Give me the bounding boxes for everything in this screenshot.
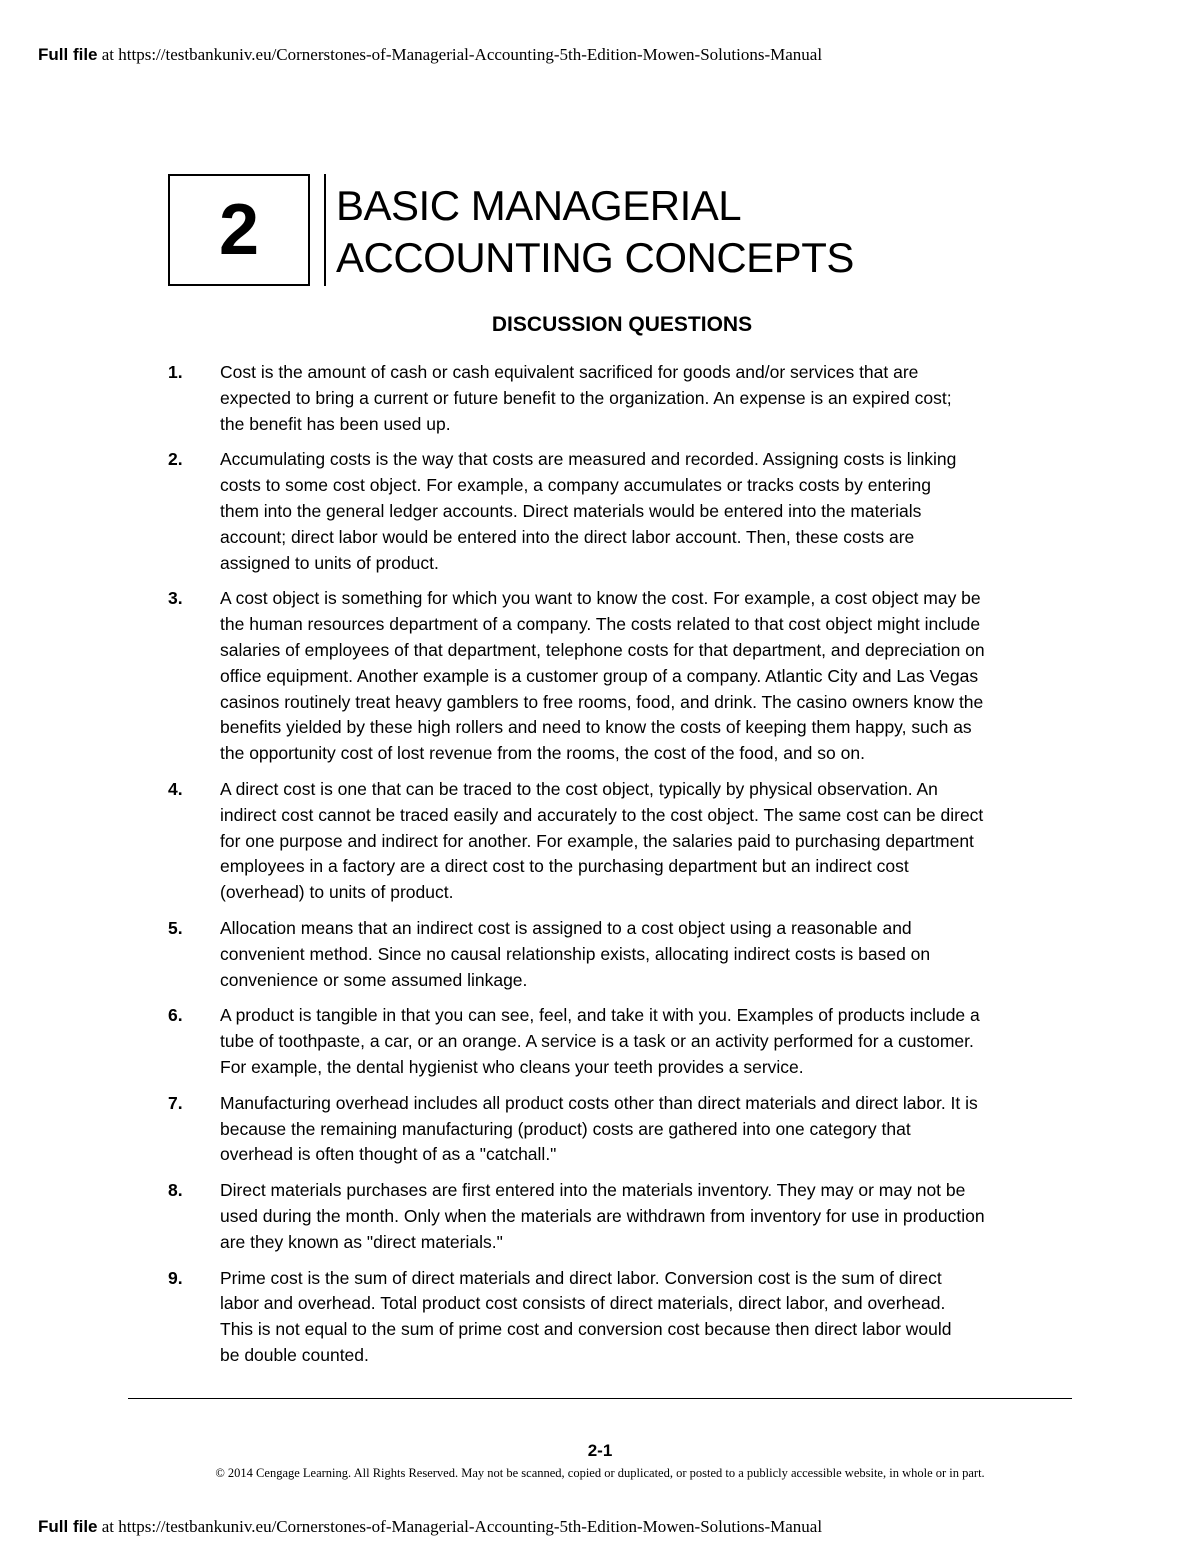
answer-line: Cost is the amount of cash or cash equivalent sacrificed for goods and/or services that are: [220, 362, 919, 382]
answer-line: office equipment. Another example is a customer group of a company. Atlantic City and Las Vegas: [220, 665, 979, 686]
answer-line: labor and overhead. Total product cost consists of direct materials, direct labor, and overhead.: [220, 1293, 946, 1314]
answer-line: them into the general ledger accounts. Direct materials would be entered into the materials: [220, 500, 922, 521]
answer-line: benefits yielded by these high rollers and need to know the costs of keeping them happy, such as: [220, 717, 972, 738]
question-item: [168, 1178, 1098, 1255]
question-number: 2.: [168, 449, 183, 470]
answer-line: overhead is often thought of as a "catchall.": [220, 1144, 557, 1165]
answer-line: convenient method. Since no causal relationship exists, allocating indirect costs is based on: [220, 943, 931, 964]
question-item: [168, 1266, 1098, 1369]
footer-full-file-note: [38, 1517, 822, 1537]
answer-line: indirect cost cannot be traced easily and accurately to the cost object. The same cost can be direct: [220, 804, 984, 825]
footer-note-link[interactable]: at https://testbankuniv.eu/Cornerstones-of-Managerial-Accounting-5th-Edition-Mowen-Solutions-Manual: [97, 1517, 823, 1536]
question-number: 1.: [168, 362, 183, 382]
header-full-file-note: [38, 45, 822, 65]
question-answer: [220, 1003, 1098, 1080]
question-number: 4.: [168, 778, 183, 799]
question-number: 8.: [168, 1180, 183, 1201]
question-answer: [220, 777, 1098, 906]
question-item: [168, 586, 1098, 767]
answer-line: costs to some cost object. For example, a company accumulates or tracks costs by entering: [220, 475, 931, 496]
question-list: [168, 360, 1098, 1379]
title-divider: [324, 174, 326, 286]
chapter-title-line-2: ACCOUNTING CONCEPTS: [336, 234, 854, 281]
answer-line: A cost object is something for which you want to know the cost. For example, a cost object may be: [220, 588, 981, 609]
answer-line: This is not equal to the sum of prime cost and conversion cost because then direct labor would: [220, 1319, 952, 1340]
answer-line: are they known as "direct materials.": [220, 1231, 503, 1252]
header-note-label: Full file: [38, 45, 98, 64]
chapter-number: 2: [218, 190, 260, 270]
answer-line: used during the month. Only when the materials are withdrawn from inventory for use in production: [220, 1205, 985, 1226]
answer-line: Prime cost is the sum of direct materials and direct labor. Conversion cost is the sum of direct: [220, 1267, 942, 1288]
footer-rule: [128, 1398, 1072, 1399]
question-item: [168, 447, 1098, 576]
answer-line: expected to bring a current or future benefit to the organization. An expense is an expired cost;: [220, 387, 952, 408]
answer-line: (overhead) to units of product.: [220, 882, 454, 903]
header-note-link[interactable]: at https://testbankuniv.eu/Cornerstones-of-Managerial-Accounting-5th-Edition-Mowen-Solutions-Manual: [97, 45, 823, 64]
answer-line: Allocation means that an indirect cost is assigned to a cost object using a reasonable and: [220, 917, 912, 938]
answer-line: be double counted.: [220, 1344, 369, 1365]
answer-line: tube of toothpaste, a car, or an orange. A service is a task or an activity performed for a customer.: [220, 1031, 974, 1052]
answer-line: because the remaining manufacturing (product) costs are gathered into one category that: [220, 1118, 911, 1139]
question-answer: [220, 360, 1098, 437]
question-item: [168, 777, 1098, 906]
answer-line: casinos routinely treat heavy gamblers to free rooms, food, and drink. The casino owners know the: [220, 691, 984, 712]
chapter-number-box: [168, 174, 310, 286]
question-answer: [220, 916, 1098, 993]
answer-line: the human resources department of a company. The costs related to that cost object might include: [220, 614, 981, 635]
answer-line: the opportunity cost of lost revenue from the rooms, the cost of the food, and so on.: [220, 743, 865, 764]
page-number: 2-1: [587, 1441, 613, 1460]
question-item: [168, 1091, 1098, 1168]
chapter-title: [336, 180, 854, 284]
question-answer: [220, 447, 1098, 576]
question-answer: [220, 586, 1098, 767]
question-number: 6.: [168, 1005, 183, 1026]
answer-line: account; direct labor would be entered into the direct labor account. Then, these costs are: [220, 526, 915, 547]
answer-line: Manufacturing overhead includes all product costs other than direct materials and direct labor. It is: [220, 1092, 978, 1113]
question-number: 5.: [168, 917, 183, 938]
answer-line: the benefit has been used up.: [220, 413, 451, 434]
question-answer: [220, 1178, 1098, 1255]
copyright-notice: © 2014 Cengage Learning. All Rights Reserved. May not be scanned, copied or duplicated, or posted to a publicly accessible website, in whole or in part.: [215, 1466, 985, 1480]
answer-line: for one purpose and indirect for another. For example, the salaries paid to purchasing department: [220, 830, 974, 851]
question-item: [168, 1003, 1098, 1080]
footer-note-label: Full file: [38, 1517, 98, 1536]
answer-line: employees in a factory are a direct cost to the purchasing department but an indirect cost: [220, 856, 909, 877]
question-item: [168, 360, 1098, 437]
question-answer: [220, 1266, 1098, 1369]
chapter-title-line-1: BASIC MANAGERIAL: [336, 182, 742, 229]
question-item: [168, 916, 1098, 993]
question-number: 7.: [168, 1092, 183, 1113]
question-number: 3.: [168, 588, 183, 609]
answer-line: A product is tangible in that you can see, feel, and take it with you. Examples of products include a: [220, 1005, 980, 1026]
answer-line: salaries of employees of that department, telephone costs for that department, and depreciation on: [220, 639, 985, 660]
answer-line: assigned to units of product.: [220, 552, 439, 573]
answer-line: convenience or some assumed linkage.: [220, 969, 528, 990]
section-heading: DISCUSSION QUESTIONS: [491, 313, 753, 336]
answer-line: For example, the dental hygienist who cleans your teeth provides a service.: [220, 1056, 804, 1077]
answer-line: Accumulating costs is the way that costs are measured and recorded. Assigning costs is linking: [220, 449, 957, 470]
question-answer: [220, 1091, 1098, 1168]
answer-line: A direct cost is one that can be traced to the cost object, typically by physical observation. An: [220, 778, 938, 799]
question-number: 9.: [168, 1267, 183, 1288]
answer-line: Direct materials purchases are first entered into the materials inventory. They may or may not be: [220, 1180, 966, 1201]
